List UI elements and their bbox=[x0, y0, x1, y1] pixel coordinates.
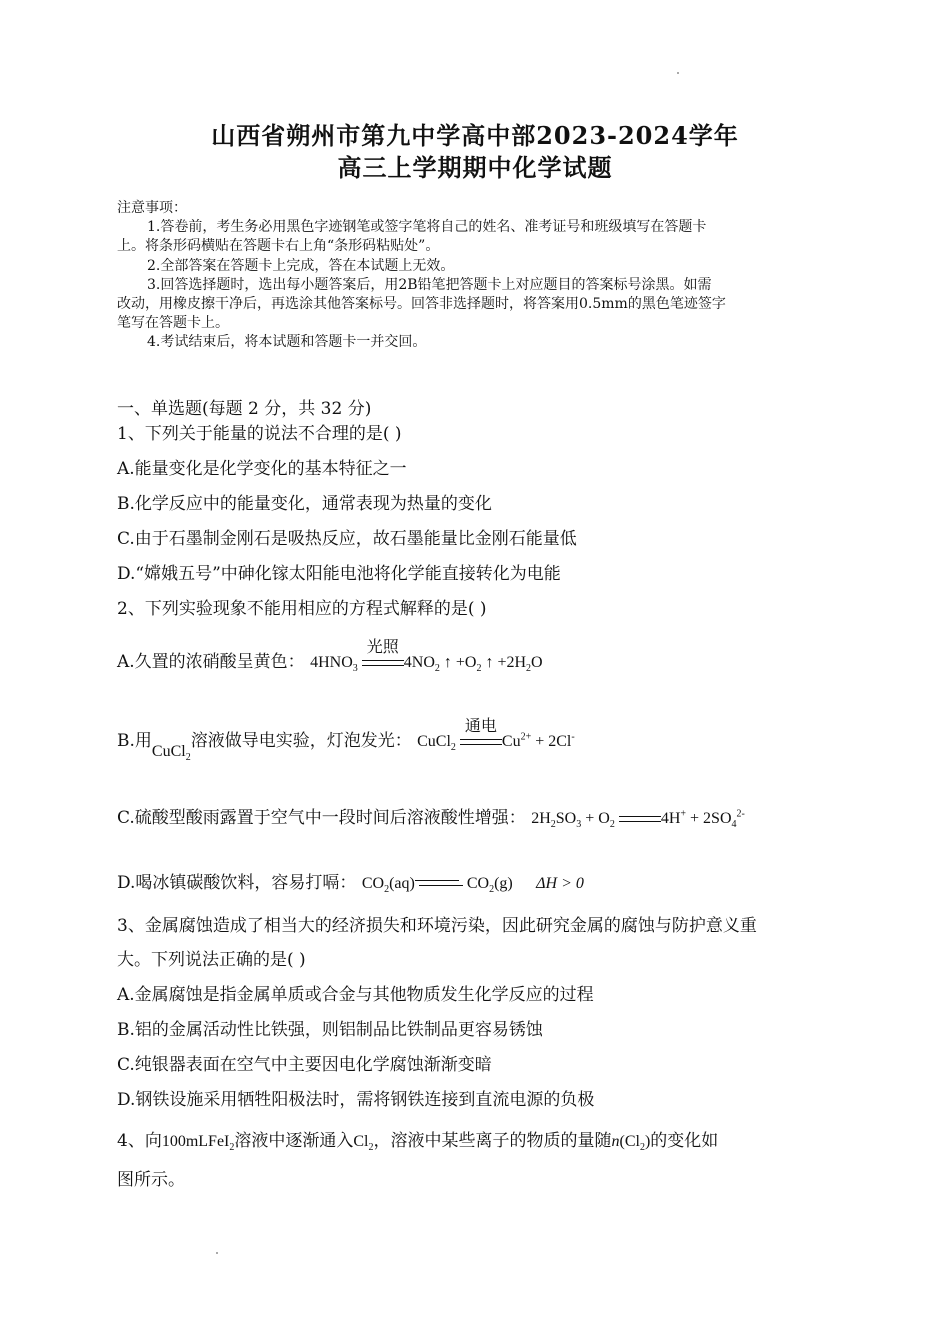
q3-stem-line-2: 大。下列说法正确的是( ) bbox=[117, 950, 306, 970]
q4-middle: 溶液中逐渐通入 bbox=[234, 1131, 354, 1151]
q2-stem: 2、下列实验现象不能用相应的方程式解释的是( ) bbox=[117, 599, 487, 619]
q1-option-d: D.“嫦娥五号”中砷化镓太阳能电池将化学能直接转化为电能 bbox=[117, 564, 561, 584]
q2-option-a-text: A.久置的浓硝酸呈黄色： bbox=[117, 652, 305, 672]
q3-option-a: A.金属腐蚀是指金属单质或合金与其他物质发生化学反应的过程 bbox=[117, 985, 594, 1005]
q2-option-d bbox=[117, 868, 584, 895]
q3-option-b: B.铝的金属活动性比铁强，则铝制品比铁制品更容易锈蚀 bbox=[117, 1020, 543, 1040]
title-line-2: 高三上学期期中化学试题 bbox=[337, 153, 613, 182]
q4-stem-line-1 bbox=[117, 1126, 718, 1153]
cucl2-formula: CuCl$_2$ bbox=[151, 743, 191, 764]
notice-item-1b: 上。将条形码横贴在答题卡右上角“条形码粘贴处”。 bbox=[117, 238, 440, 254]
notice-item-4: 4.考试结束后，将本试题和答题卡一并交回。 bbox=[147, 334, 427, 350]
q3-option-d: D.钢铁设施采用牺牲阳极法时，需将钢铁连接到直流电源的负极 bbox=[117, 1090, 595, 1110]
q2-option-c bbox=[117, 803, 745, 830]
condition-label: 光照 bbox=[366, 637, 399, 656]
equilibrium-arrow bbox=[415, 879, 463, 889]
q1-option-a: A.能量变化是化学变化的基本特征之一 bbox=[117, 459, 407, 479]
n-cl2-formula: $n(Cl_2)$ bbox=[611, 1133, 651, 1154]
notice-item-3a: 3.回答选择题时，选出每小题答案后，用2B铅笔把答题卡上对应题目的答案标号涂黑。如需 bbox=[147, 277, 712, 293]
condition-equals-sign bbox=[460, 716, 502, 751]
equals-sign bbox=[619, 810, 661, 828]
q2-option-b-equation: CuCl$_2$ 通电 $Cu^{2+} + 2Cl^-$ bbox=[417, 733, 575, 750]
q2-option-a bbox=[117, 637, 543, 675]
q1-stem: 1、下列关于能量的说法不合理的是( ) bbox=[117, 424, 402, 444]
notice-item-1a: 1.答卷前，考生务必用黑色字迹钢笔或签字笔将自己的姓名、准考证号和班级填写在答题卡 bbox=[147, 219, 707, 235]
q3-stem-line-1: 3、金属腐蚀造成了相当大的经济损失和环境污染，因此研究金属的腐蚀与防护意义重 bbox=[117, 916, 757, 936]
title-line-1: 山西省朔州市第九中学高中部2023-2024学年 bbox=[211, 121, 739, 150]
q4-prefix: 4、向 bbox=[117, 1131, 162, 1151]
q2-option-d-text: D.喝冰镇碳酸饮料，容易打嗝： bbox=[117, 873, 357, 893]
q1-option-c: C.由于石墨制金刚石是吸热反应，故石墨能量比金刚石能量低 bbox=[117, 529, 577, 549]
notice-item-2: 2.全部答案在答题卡上完成，答在本试题上无效。 bbox=[147, 258, 455, 274]
scan-dot-bottom bbox=[216, 1252, 218, 1254]
q2-option-a-equation: $4HNO_3$ 光照 $4NO_2$ ↑ $+O_2$ ↑ $+2H_2O$ bbox=[310, 654, 543, 671]
condition-label: 通电 bbox=[464, 716, 497, 735]
q2-option-c-equation: $2H_2SO_3 + O_2$ $4H^+ + 2SO_4^{2-}$ bbox=[531, 808, 745, 831]
q4-stem-line-2: 图所示。 bbox=[117, 1170, 185, 1190]
scan-dot-top bbox=[677, 72, 679, 74]
q2-option-b bbox=[117, 716, 575, 764]
q2-option-b-text: 溶液做导电实验，灯泡发光： bbox=[190, 731, 412, 751]
q4-middle-2: ，溶液中某些离子的物质的量随 bbox=[373, 1131, 612, 1151]
fei2-formula: 100mLFeI$_2$ bbox=[161, 1133, 235, 1154]
condition-equals-sign bbox=[362, 637, 404, 672]
cl2-formula: $Cl_2$ bbox=[353, 1133, 374, 1154]
q2-option-d-equation: $CO_2(aq)$ $CO_2(g)$ bbox=[361, 875, 513, 896]
q2-option-b-prefix: B.用 bbox=[117, 731, 152, 751]
notice-item-3c: 笔写在答题卡上。 bbox=[117, 315, 229, 331]
q2-option-c-text: C.硫酸型酸雨露置于空气中一段时间后溶液酸性增强： bbox=[117, 808, 526, 828]
notice-heading: 注意事项： bbox=[117, 200, 187, 216]
notice-item-3b: 改动，用橡皮擦干净后，再选涂其他答案标号。回答非选择题时，将答案用0.5mm的黑色笔迹签字 bbox=[117, 296, 726, 312]
q1-option-b: B.化学反应中的能量变化，通常表现为热量的变化 bbox=[117, 494, 492, 514]
section-heading: 一、单选题(每题 2 分，共 32 分) bbox=[117, 399, 372, 419]
q4-suffix: 的变化如 bbox=[650, 1131, 719, 1151]
q2-option-d-delta-h: ΔH > 0 bbox=[536, 875, 584, 892]
q3-option-c: C.纯银器表面在空气中主要因电化学腐蚀渐渐变暗 bbox=[117, 1055, 492, 1075]
